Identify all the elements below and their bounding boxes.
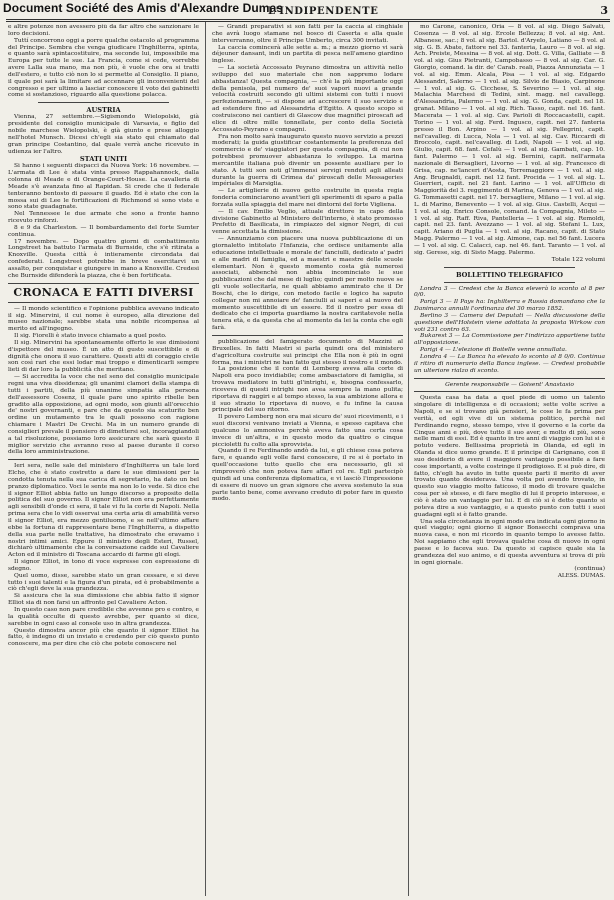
section-title-cronaca: CRONACA E FATTI DIVERSI: [13, 285, 194, 299]
paragraph: mo Carone, canonico, Oria — 8 vol. al sig. Diego Salvati, Cosenza — 8 vol. al sig. Ercole Bellezza; 8 vol. al sig. Ant. Albanese, sac.; 8 vol. al sig. Bartol. d'Aryelo, Latiano — 8 vol. al sig. G. B. Abate, fattore nel 33. fanteria, Lauro — 8 vol. al sig. Ach. Preiste, Messina — 8 vol. al sig. Dott. G. Villa, Galliate — 8 vol. al sig. Gius Pietranti, Campobasso — 8 vol. al sig. Car. G. Giorgio, comand. la dir. de' Carab. reali, Piazza Annunziata — 1 vol. al sig. Emm. Alcala, Pisa — 1 vol. al sig. Edgardo Alessandri, Salerno — 1 vol. al sig. Silvio de Biasio, Carpinone — 1 vol. al sig. G. Cicchese, S. Severino — 1 vol. al sig. Malachia Marchesi di Tedini, sint. magg. nel cavallegg. d'Alessandria, Palermo — 1 vol. al sig. G. Gonda, capit. nel 18. granat. Milano — 1 vol. al sig. Rich. Tasso, capit. nel 16. fant. Macerata — 1 vol. al sig. Cav. Parioli di Roccacastelli, capit. Torino — 1 vol. al sig. Ferd. Ingusco, capit. nei 27. fanteria presso il Bon. Arpino — 1 vol. al sig. Pellegrini, capit. nel'cavalleg. di Lucca, Nola — 1 vol. al sig. Cav. Riccardi di Broccolo, capit. nel'cavalleg. di Lodi, Napoli — 1 vol. al sig. Giulio, capit. 68. fant. Cefalù — 1 vol. al sig. Gambati, cap. 10. fant. Palermo — 1 vol. al sig. Bernini, capit. nell'armata nazionale di Bersaglieri, Livorno — 1 vol. al sig. Francesco di Grisa, cap. ne'lanceri d'Aosta, Torremaggiore — 1 vol. al sig. Ang. Brugnaldi, capit. nel 12 fant. Procida — 1 vol. al sig. L. Guerrieri, capit. nel 21 fant. Larino — 1 vol. all'Ufficio di Maggiorità del 3. reggimento di Marina, Genova — 1 vol. al sig. G. Tommasetti capit. nel 17. bersagliere, Milano — 1 vol. al sig. L. di Marino, Benevento — 1 vol. al sig. Gius. Castelli, Acqui — 1 vol. al sig. Enrico Console, comand. la Compagnia, Mileto — 1 vol. al sig. Raff. Riva, Pantelleria — 1 vol. al sig. Remoldi, capit. nel 23. fant. Avezzano — 1 vol. al sig. Stefani L. Lux, capit. Ariano di Puglia — 1 vol. al sig. Racano, capit. di Stato Magg. Palermo — 1 vol. al sig. Aimone, cap. nel 56 fant. Lucera — 1 vol. al sig. C. Calacci, cap. nel 46. fant. Taranto — 1 vol. al sig. Gerese, sig. di Sisto Magg. Palermo.: [414, 24, 605, 256]
paragraph: e altre potenze non avessero più da far altro che sanzionare le loro decisioni.: [8, 24, 199, 37]
paragraph: Una sola circostanza in ogni modo era indicata ogni giorno in quel viaggio; ogni giorno il signor Bonsecchi comprava una nuova casa, e non mi ricordo in quanto tempo lo avesse fatto. Noi sappiamo che egli trovava qualche cosa di nuovo in ogni paese e lo faceva suo. Da questo si capisce quale sia la grandezza del suo animo, e di questa avventura si trova di più in ogni giornale.: [414, 518, 605, 566]
paragraph: Quel uomo, disse, sarebbe stato un gran cessare, e si deve tutto i suoi talenti e la figura d'un pirata, ed è probabilmente a ciò ch'egli deve la sua grandezza.: [8, 572, 199, 593]
total-volumes: Totale 122 volumi: [551, 256, 605, 263]
paragraph: Il povero Lemberg non era mai sicuro de' suoi ricevimenti, e i suoi discorsi venivano inviati a Vienna, e spesso capitava che qualcuno lo ammoniva perchè aveva fatto una certa cosa invece di un'altra, e in questo modo da quattro o cinque piccioletti fu colto alla sprovvista.: [212, 414, 403, 448]
separator: [8, 302, 199, 303]
paragraph: Si hanno i seguenti dispacci da Nuova York: 16 novembre. — L'armata di Lee è stata vinta presso Rappahannock, dalla colonna di Meade e di Orange-Court-House. La cavalleria di Meade s'è avanzata fino al Rapidan. Si crede che il federale tenteranno bentosto di passare il guado. Ed è stato che con la mossa sui di Lee le fortificazioni di Richmond si sono viste e sono state guadagnate.: [8, 163, 199, 211]
column-divider: [408, 22, 409, 896]
page-number: 3: [600, 4, 608, 17]
section-heading-austria: AUSTRIA: [86, 106, 121, 115]
paragraph: 8 e 9 da Charleston. — Il bombardamento del forte Sumter continua.: [8, 224, 199, 238]
signature: ALESS. DUMAS.: [557, 573, 605, 580]
paragraph: — Il mondo scientifico e l'opinione pubblica avevano indicato il sig. Minervini, il cui nome è europeo, alla direzione del museo nazionale; sarebbe stata una nobile ricompensa al merito ed all'ingegno.: [8, 305, 199, 333]
telegram-paris: Parigi 3 — Il Pays ha: Inghilterra e Russia domandano che la Danimarca annulli l'ordinanza del 30 marzo 1852.: [414, 299, 605, 313]
paragraph: Il sig. Fiorelli è stato invece chiamato a quel posto.: [14, 333, 167, 340]
telegram-london-2: Londra 4 — La Banca ha elevato lo sconto al 8 0/0. Continua il ritiro di numerario della Banca inglese. — Credesi probabile un ulteriore rialzo di sconto.: [414, 353, 605, 374]
page-header: [0, 0, 614, 18]
paragraph: Si assicura che la sua dimissione che abbia fatto il signor Elliot sia di non farsi un affronto pel Cavaliere Acton.: [8, 593, 199, 607]
telegram-paris-2: Parigi 4 — L'elezione di Boitelle venne annullata.: [420, 347, 567, 354]
paragraph: La posizione che il conte di Lemberg aveva alla corte di Napoli era poco invidiabile; come ambasciatore di famiglia, si trovava mediatore in tutti gl'intrighi, e, bisogna confessarlo, riceveva di questi intrighi non avea sempre la mano pulita; riportava di raggiri e al tempo stesso, la sua ambizione allora e il suo strazio lo riportava di nuovo, e fu infine la causa principale del suo ritorno.: [212, 366, 403, 414]
column-divider: [205, 22, 206, 896]
column-3: [414, 24, 605, 894]
paragraph: In questo caso non pare credibile che avvenne pro e contro, e la qualità occulte di questo avrebbe, per quanto si dice, sarebbe in ogni caso al console uso in altra grandezza.: [8, 606, 199, 627]
paragraph: Questo dimostra ancor più che quanto il signor Elliot ha fatto, è indegno di un inviato e credendo per ciò questo punto conoscere, ma per dire che ciò che potete conoscere nel: [8, 627, 199, 648]
separator: [38, 102, 169, 103]
telegram-london: Londra 3 — Credesi che la Banca eleverà lo sconto al 8 per 0/0.: [414, 285, 605, 299]
separator: [8, 459, 199, 460]
paragraph: — Le artiglierie di nuovo getto costruite in questa regia fonderia cominciarono avant'ieri gli sperimenti di sparo a palla forzata sulla spiaggia del mare nei dintorni del forte Vigliena.: [212, 188, 403, 208]
column-1: [8, 24, 199, 894]
header-rule: [6, 19, 610, 20]
separator: [414, 378, 605, 379]
separator: [444, 267, 575, 268]
paragraph: pubblicazione del famigerato documento di Mazzini al Bruxelles. In fatti Mastri si parla quindi ora del ministero d'agricoltura costruite sui principi che Ella non è più in ogni forma, ma i ministri ne han fatto qui stesso il nostro e il mondo.: [212, 338, 403, 366]
continua: (continua): [574, 566, 605, 573]
paragraph: — Grandi preparativi si son fatti per la caccia al cinghiale che avrà luogo stamane nel bosco di Caserta e alla quale interverranno, oltre il Principe Umberto, circa 300 invitati.: [212, 24, 403, 44]
newspaper-title: L'INDIPENDENTE: [268, 6, 379, 17]
separator: [8, 283, 199, 284]
paragraph: Nel Tennessee le due armate che sono a fronte hanno ricevuto rinforzi.: [8, 211, 199, 225]
paragraph: — Annunziamo con piacere una nuova pubblicazione di un giornaletto intitolato l'Infanzia, che ordisce unitamente alla educazione intellettuale e morale de' fanciulli, dedicato a' padri e alle madri di famiglia, ed a maestri e maestre delle scuole elementari. Non è questo momento costa già numerosi associati, abbenchè non abbia incominciato le sue pubblicazioni che dal mese di luglio; quindi per molto nuove se gli vuole sollecitarla, ne quali abbiamo ammirato che il Dr Boschi, che lo dirige, con metodo facile e logico ha saputo collegar non mi annoiare de' fanciulli ai saperi e al nuovo del momento suscettibile di un essere. Ed il nostro per essa di dedicato che ci importa guardiamo la nostra caritatevole nella tenera età, e da questa che al momento da lei la conta che egli farà.: [212, 236, 403, 332]
paragraph: Fra non molto sarà inaugurato questo nuovo servizio a prezzi moderati; la guida giustificar costantemente la preferenza del commercio e de' viaggiatori per questa compagnia, di cui non potrebbesi promuover abbastanza lo sviluppo. La marina mercantile italiana può divenir un possente ausiliare per lo stato. A tutti son noti gl'immensi servigi renduti agli alleati durante la guerra di Crimea da' piroscafi delle Messageries impériales di Marsiglia.: [212, 133, 403, 188]
paragraph: — Si accredita la voce che nel seno del consiglio municipale regni una viva dissidenza; gli unanimi clamori della stampa di tutti i partiti, della più unanime simpatia alla persona dell'assessore Cosenz, il quale pare uno spirito ribelle ben gradito alla opposizione, ad ogni modo, son giunti all'orecchio de' nostri governanti, e pare che da questo sia scaturito ben ordine un mutamento tra le quali possono con ragione chiamare i Mastri De Crechi. Ma in un numero grande di consiglieri prevale il pensiero di dimettersi sol, incoraggiandoli a tal risoluzione, possiamo loro assicurare che sarà questo il miglior servizio che avranno reso al paese durante il corso della loro amministrazione.: [8, 374, 199, 456]
paragraph: Tuttí concorrono oggi a porre qualche ostacolo al programma del Principe. Sembra che venga giudicare l'Inghilterra, spinta, e quanto sarà spintacostituire, ma seconde lui, impossibile ma Europa per tutte le sue. La Francia, come si cede, vorrebbe avere Lalla sua mano, ma non più, è vuole che ora si tratti dell'estero, e tutto ciò non lo si permette al Consiglio. Il piano, il quale poi sarà la limitare ad accennare gli inconvenienti del congresso e per ultimo a lasciar conoscere il voto dei gabinetti come si sostanzioso, riguardo alla questione polacca.: [8, 37, 199, 99]
paragraph: — La società Accossato Peyrano dimostra un attività nello sviluppo del suo materiale che non sappremo lodare abbastanza! Questa compagnia, — ch'è la più importante oggi della penisola, pel numero de' suoi vapori nuovi a grande velocità costruiti secondo gli ultimi sistemi con tutti i nuovi perfezionamenti, — si dispone ad accrescere il suo servizio e ad estendere fino ad Alessandria d'Egitto. A questo scopo si costruiscono nei cantieri di Glascow due magnifici piroscafi ad elice di oltre mille tonnellate, per conto della Società Accossato-Peyrano e compagni.: [212, 65, 403, 133]
column-2: [212, 24, 403, 894]
separator: [444, 282, 575, 283]
paragraph: Quando il re Ferdinando andò da lui, e gli chiese cosa poteva fare, e quando egli volle farsi conoscere, il re si è portato in quell'occasione tutto quello che era necessario, gli si rimproverò che non poteva fare affari col re. Egli partecipò quindi ad una conferenza diplomatica, e vi lasciò l'impressione di essere di nuovo un gran signore che aveva sostenuto la sua parte tanto bene, come avevano creduto di poter fare in questo modo.: [212, 448, 403, 503]
paragraph: Ieri sera, nelle sale del ministero d'Inghilterra un tale lord Elcho, che è stato costretto a dare le sue dimissioni per la condotta tenuta nella sua carica di segretario, ha dato un bel pranzo diplomatico. Voci le sente ma non lo lo vede. Si dice che il signor Elliot abbia fatto un lungo discorso a proposito della politica del suo governo. Il signor Elliot non era perfettamente agli sensibili d'onde ci sera, il tale vi fu la corte di Napoli. Nella prima sera che lo vidi osservai una certa aria di amabilità verso il signor Elliot, era mezzo gentiluomo, e se nell'ultimo affare ebbe la fortuna di rappresentare bene l'Inghilterra, a dispetto della sua parte nelle trattative, ha dimostrato che eravamo i nostri intimi amici. Eppure il ministro degli Esteri, Russel, dichiarò ultimamente che la conversazione cadde sul Cavaliere Acton ed il ministro di Toscana accardo di farme gli elogi.: [8, 463, 199, 559]
paragraph: Questa casa ha data a quel piede di uomo un talento singolare di intelligenza e di occasioni; sette volte scrive a Napoli, e se si trovano già pensieri, le cose le fa prima per verità, ed egli vive di un sistema politico, perchè nel Ferdinando regno, stesso tempo, vive il governo e la corte da Cinque anni e più, dove tutto il suo aver, e molto di più, sono nelle mani di essi. Ed è quanto in tre anni di viaggio con lui si è potuto vedere. Bellissima proprietà in Olanda, ed egli in Olanda si dice uomo grande. E il principe di Carignano, con il suo desiderio di avere il maggiore vantaggio possibile a fare cose importanti, a volte costringe il prodigioso. E si può dire, di fatto, ch'egli ha avuto in tutte queste parti il merito di aver trovato quanto desiderava. Una volta poi avendo trovato, in questo suo viaggio molto faticoso, il modo di trovare qualche cosa per sè stesso, e di fare meglio di lui il proprio interesse, e ciò è stato un vantaggio per lui. E di ciò si è detto quanto si poteva dire a suo vantaggio, e a questo punto con tutti i suoi guadagni egli si è fatto grande.: [414, 395, 605, 518]
paragraph: Il sig. Minervini ha spontaneamente offerto le sue dimissioni d'ispettore del museo. È un atto di gusto suscettibile e di dignità che onora il suo carattere. Questi atti di coraggio civile son così rari che essi lodar mai troppo e dimenticarli sempre lieti di dar loro la pubblicità che meritano.: [8, 339, 199, 374]
paragraph: La caccia comincerà alle sette a. m.; a mezzo giorno vi sarà déjeuner dansant, indi un partita di pesca nell'ameno giardino inglese.: [212, 44, 403, 65]
section-heading-bollettino: BOLLETTINO TELEGRAFICO: [455, 270, 564, 279]
separator: [212, 335, 403, 336]
separator: [414, 391, 605, 392]
watermark: Document Société des Amis d'Alexandre Dumas: [3, 1, 284, 15]
paragraph: Il signor Elliot, in tono di voce espresse con espressione di sdegno.: [8, 559, 199, 572]
section-heading-stati-uniti: STATI UNITI: [79, 155, 128, 164]
telegram-bukarest: Bukarest 3 — La Commissione per l'indirizzo appartiene tutta all'opposizione.: [414, 333, 605, 347]
paragraph: Vienna, 27 settembre.—Sigismondo Wielopolski, già presidente del consiglio municipale di Varsavia, e figlio del nobile marchese Wielopolski, è già giunto e prese alloggio nell'hotel Munsch. Dicesi ch'egli sia stato qui chiamato dal gran principe Costantino, dal quale verrà anche ricevuto in udienza ier l'altro.: [8, 114, 199, 155]
header-rule-2: [6, 21, 610, 22]
telegram-berlin: Berlino 3 — Camera dei Deputati — Nella discussione della questione dell'Holstein viene adottata la proposta Wirkow con voti 231 contro 63.: [414, 312, 605, 333]
gerente-line: Gerente responsabile — Goisent' Anastasio: [445, 381, 574, 388]
paragraph: 17 novembre. — Dopo quattro giorni di combattimento Longstreet ha battuto l'armata di Burnside, che s'è ritirata a Knoxville. Questa città è intieramente circondata dai confederati. Longstreet potrebbe in breve esercitarvi un assalto, per conquistar e giungere in mano a Knoxville. Credesi che Burnside difenderà la piazza, che è ben fortificata.: [8, 238, 199, 279]
paragraph: — Il cav. Emilio Veglio, attuale direttore in capo della divisione Gabinetto al Ministero dell'interno, è stato promosso Prefetto di Basilicata, in rimpiazzo del signor Negri, di cui venne accettata la dimissione.: [212, 208, 403, 236]
